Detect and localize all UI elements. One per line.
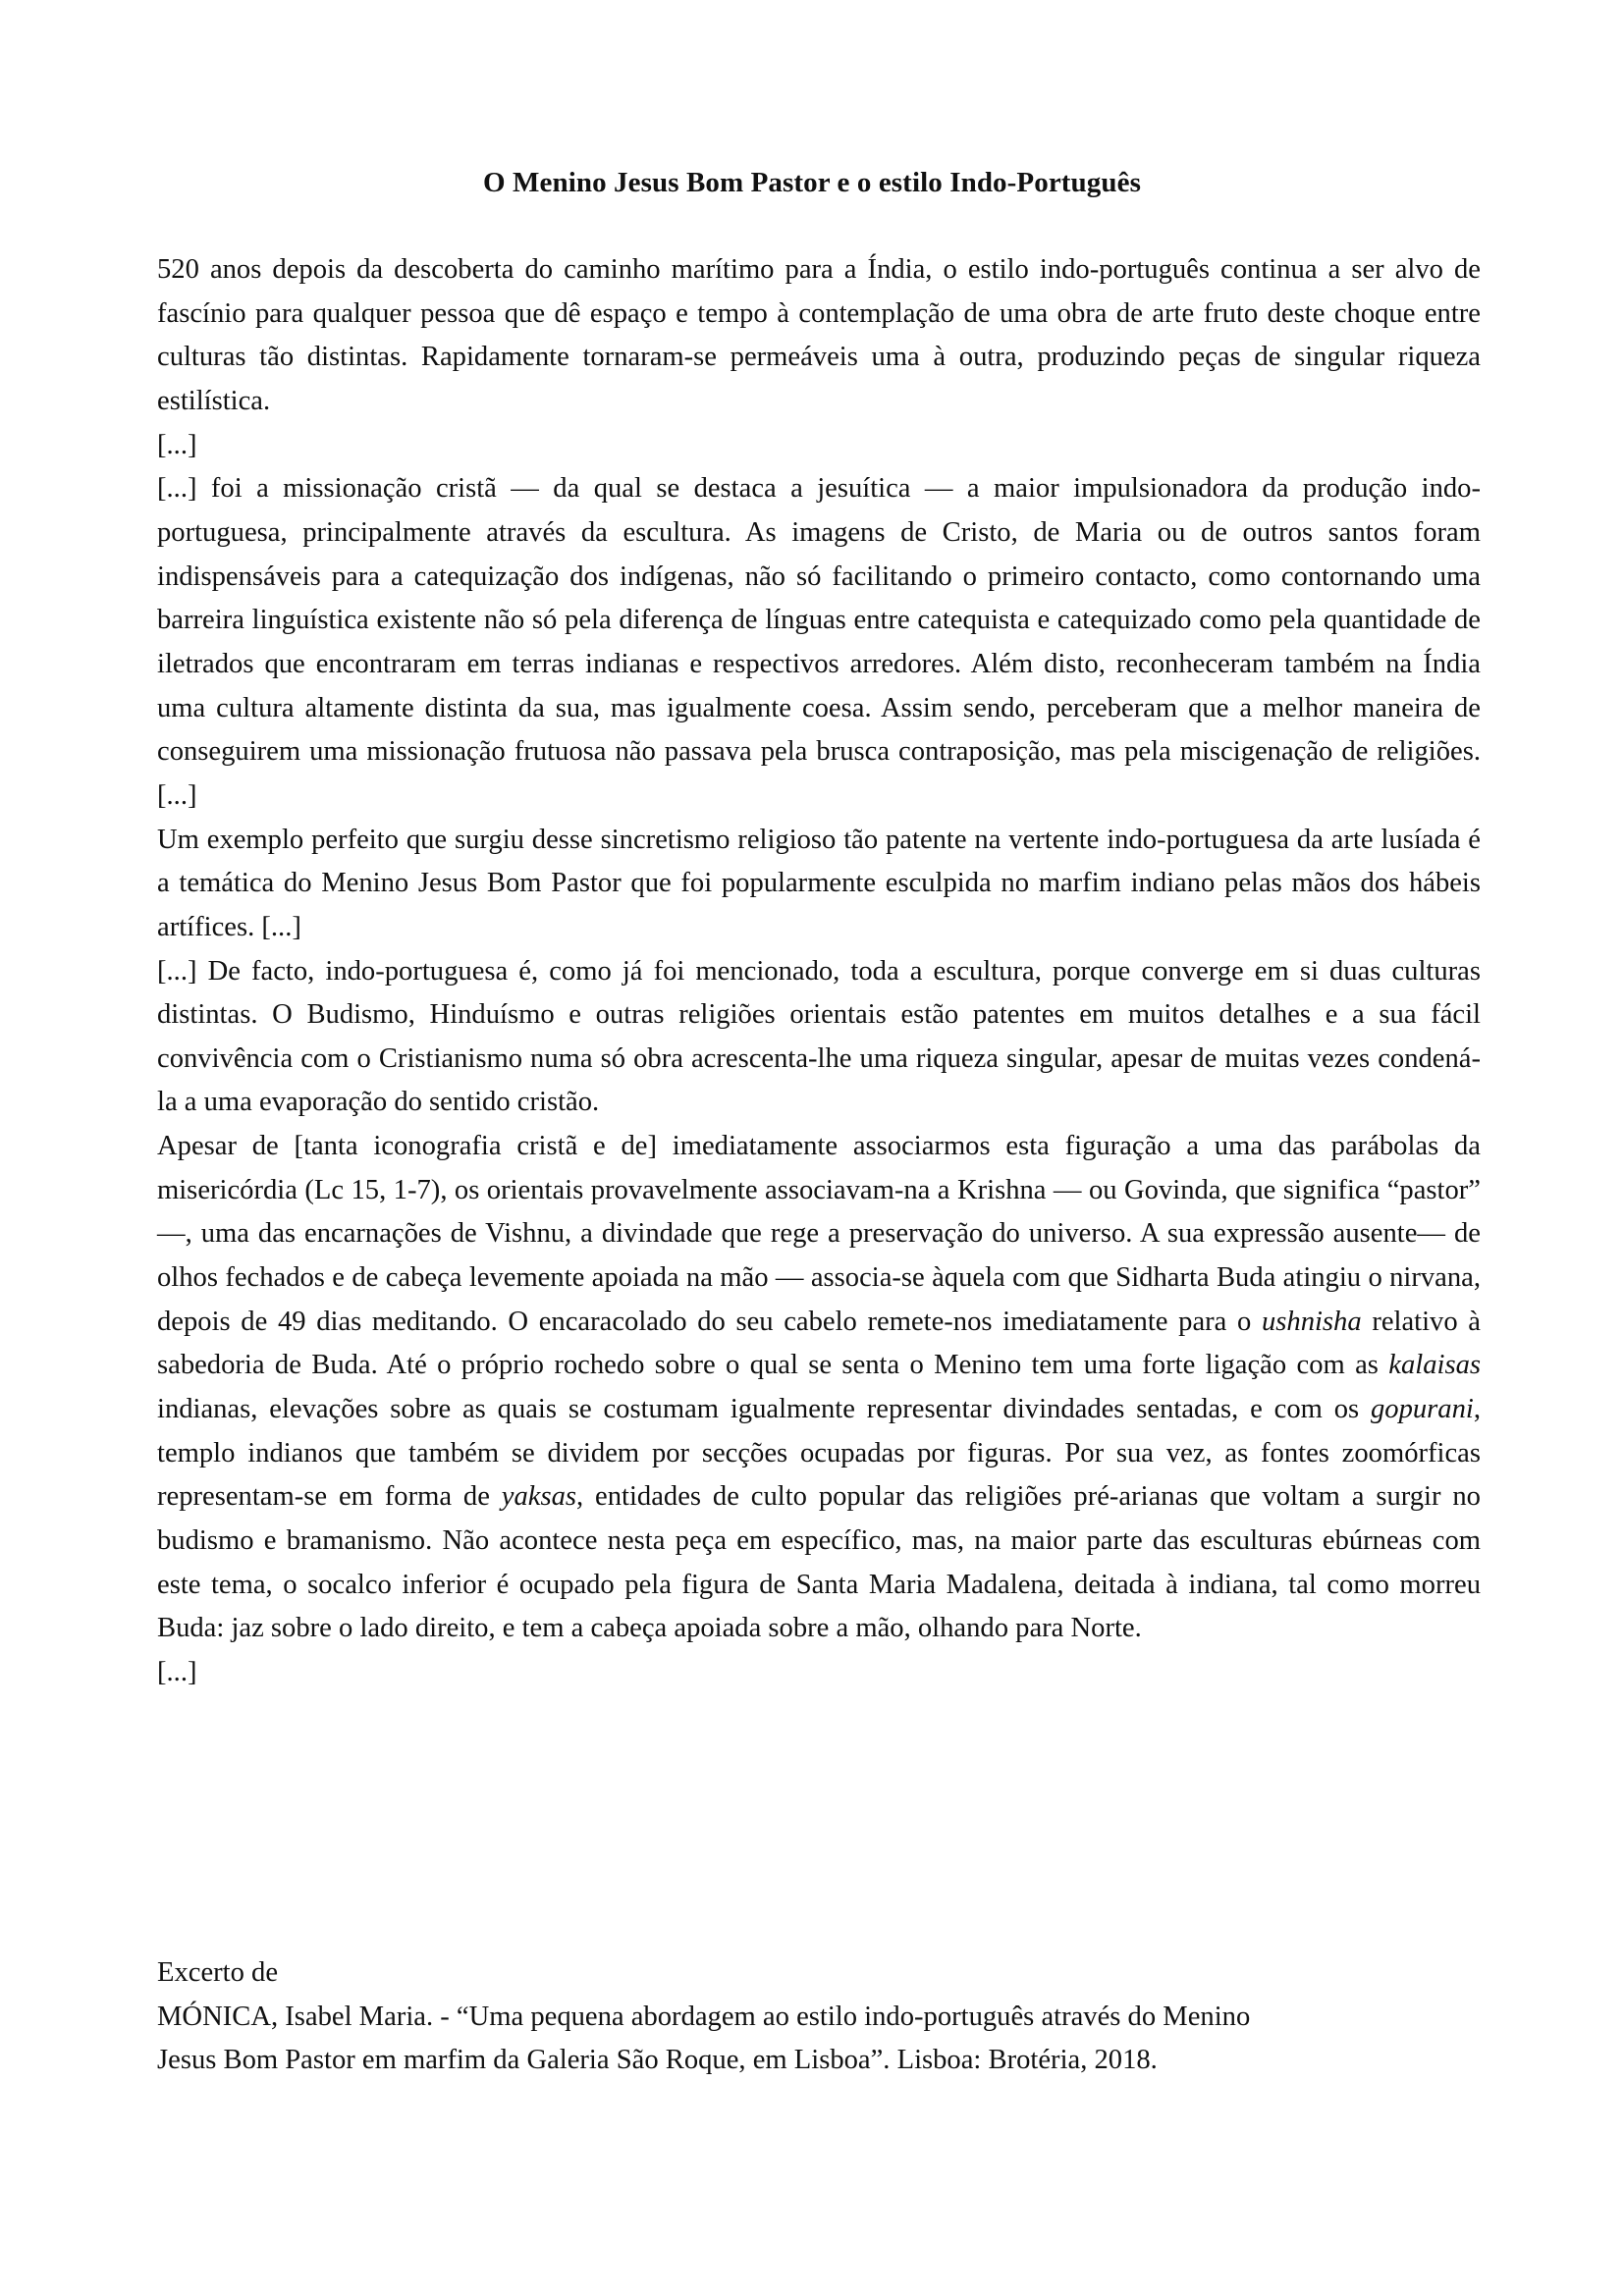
text-segment: Apesar de [tanta iconografia cristã e de] imediatamente associarmos esta figuração a uma das parábolas da misericórdia (Lc 15, 1-7), os orientais provavelmente associavam-na a Krishna — ou Govinda, que significa “pastor” —, uma das encarnações de Vishnu, a divindade que rege a preservação do universo. A sua expressão ausente— de olhos fechados e de cabeça levemente apoiada na mão — associa-se àquela com que Sidharta Buda atingiu o nirvana, depois de 49 dias meditando. O encaracolado do seu cabelo remete-nos imediatamente para o <box>157 1131 1481 1337</box>
body-paragraph: 520 anos depois da descoberta do caminho marítimo para a Índia, o estilo indo-português continua a ser alvo de fascínio para qualquer pessoa que dê espaço e tempo à contemplação de uma obra de arte fruto deste choque entre culturas tão distintas. Rapidamente tornaram-se permeáveis uma à outra, produzindo peças de singular riqueza estilística. <box>157 254 1481 416</box>
italic-term: gopurani <box>1370 1394 1474 1425</box>
document-body <box>157 248 1481 1695</box>
reference-label: Excerto de <box>157 1957 279 1988</box>
body-paragraph <box>157 1125 1481 1651</box>
italic-term: ushnisha <box>1261 1306 1362 1337</box>
text-segment: relativo à sabedoria de Buda. Até o próprio rochedo sobre o qual se senta o Menino tem uma forte ligação com as <box>157 1306 1481 1381</box>
body-paragraph: [...] De facto, indo-portuguesa é, como já foi mencionado, toda a escultura, porque converge em si duas culturas distintas. O Budismo, Hinduísmo e outras religiões orientais estão patentes em muitos detalhes e a sua fácil convivência com o Cristianismo numa só obra acrescenta-lhe uma riqueza singular, apesar de muitas vezes condená-la a uma evaporação do sentido cristão. <box>157 955 1481 1118</box>
reference-citation-line-2: Jesus Bom Pastor em marfim da Galeria São Roque, em Lisboa”. Lisboa: Brotéria, 2018. <box>157 2045 1158 2076</box>
text-segment: indianas, elevações sobre as quais se costumam igualmente representar divindades sentadas, e com os <box>157 1394 1371 1425</box>
document-title: O Menino Jesus Bom Pastor e o estilo Indo-Português <box>483 167 1141 198</box>
italic-term: kalaisas <box>1388 1350 1481 1381</box>
reference-citation-line-1: MÓNICA, Isabel Maria. - “Uma pequena abordagem ao estilo indo-português através do Menino <box>157 2001 1251 2032</box>
italic-term: yaksas <box>501 1481 577 1513</box>
reference-block <box>157 1951 1481 2083</box>
ellipsis-marker: [...] <box>157 1657 197 1687</box>
body-paragraph: Um exemplo perfeito que surgiu desse sincretismo religioso tão patente na vertente indo-portuguesa da arte lusíada é a temática do Menino Jesus Bom Pastor que foi popularmente esculpida no marfim indiano pelas mãos dos hábeis artífices. [...] <box>157 824 1481 942</box>
text-segment: , templo indianos que também se dividem por secções ocupadas por figuras. Por sua vez, as fontes zoomórficas representam-se em forma de <box>157 1394 1481 1513</box>
text-segment: , entidades de culto popular das religiões pré-arianas que voltam a surgir no budismo e bramanismo. Não acontece nesta peça em específico, mas, na maior parte das esculturas ebúrneas com este tema, o socalco inferior é ocupado pela figura de Santa Maria Madalena, deitada à indiana, tal como morreu Buda: jaz sobre o lado direito, e tem a cabeça apoiada sobre a mão, olhando para Norte. <box>157 1481 1481 1644</box>
body-paragraph: [...] foi a missionação cristã — da qual se destaca a jesuítica — a maior impulsionadora da produção indo-portuguesa, principalmente através da escultura. As imagens de Cristo, de Maria ou de outros santos foram indispensáveis para a catequização dos indígenas, não só facilitando o primeiro contacto, como contornando uma barreira linguística existente não só pela diferença de línguas entre catequista e catequizado como pela quantidade de iletrados que encontraram em terras indianas e respectivos arredores. Além disto, reconheceram também na Índia uma cultura altamente distinta da sua, mas igualmente coesa. Assim sendo, perceberam que a melhor maneira de conseguirem uma missionação frutuosa não passava pela brusca contraposição, mas pela miscigenação de religiões. [...] <box>157 473 1481 811</box>
ellipsis-marker: [...] <box>157 429 197 460</box>
